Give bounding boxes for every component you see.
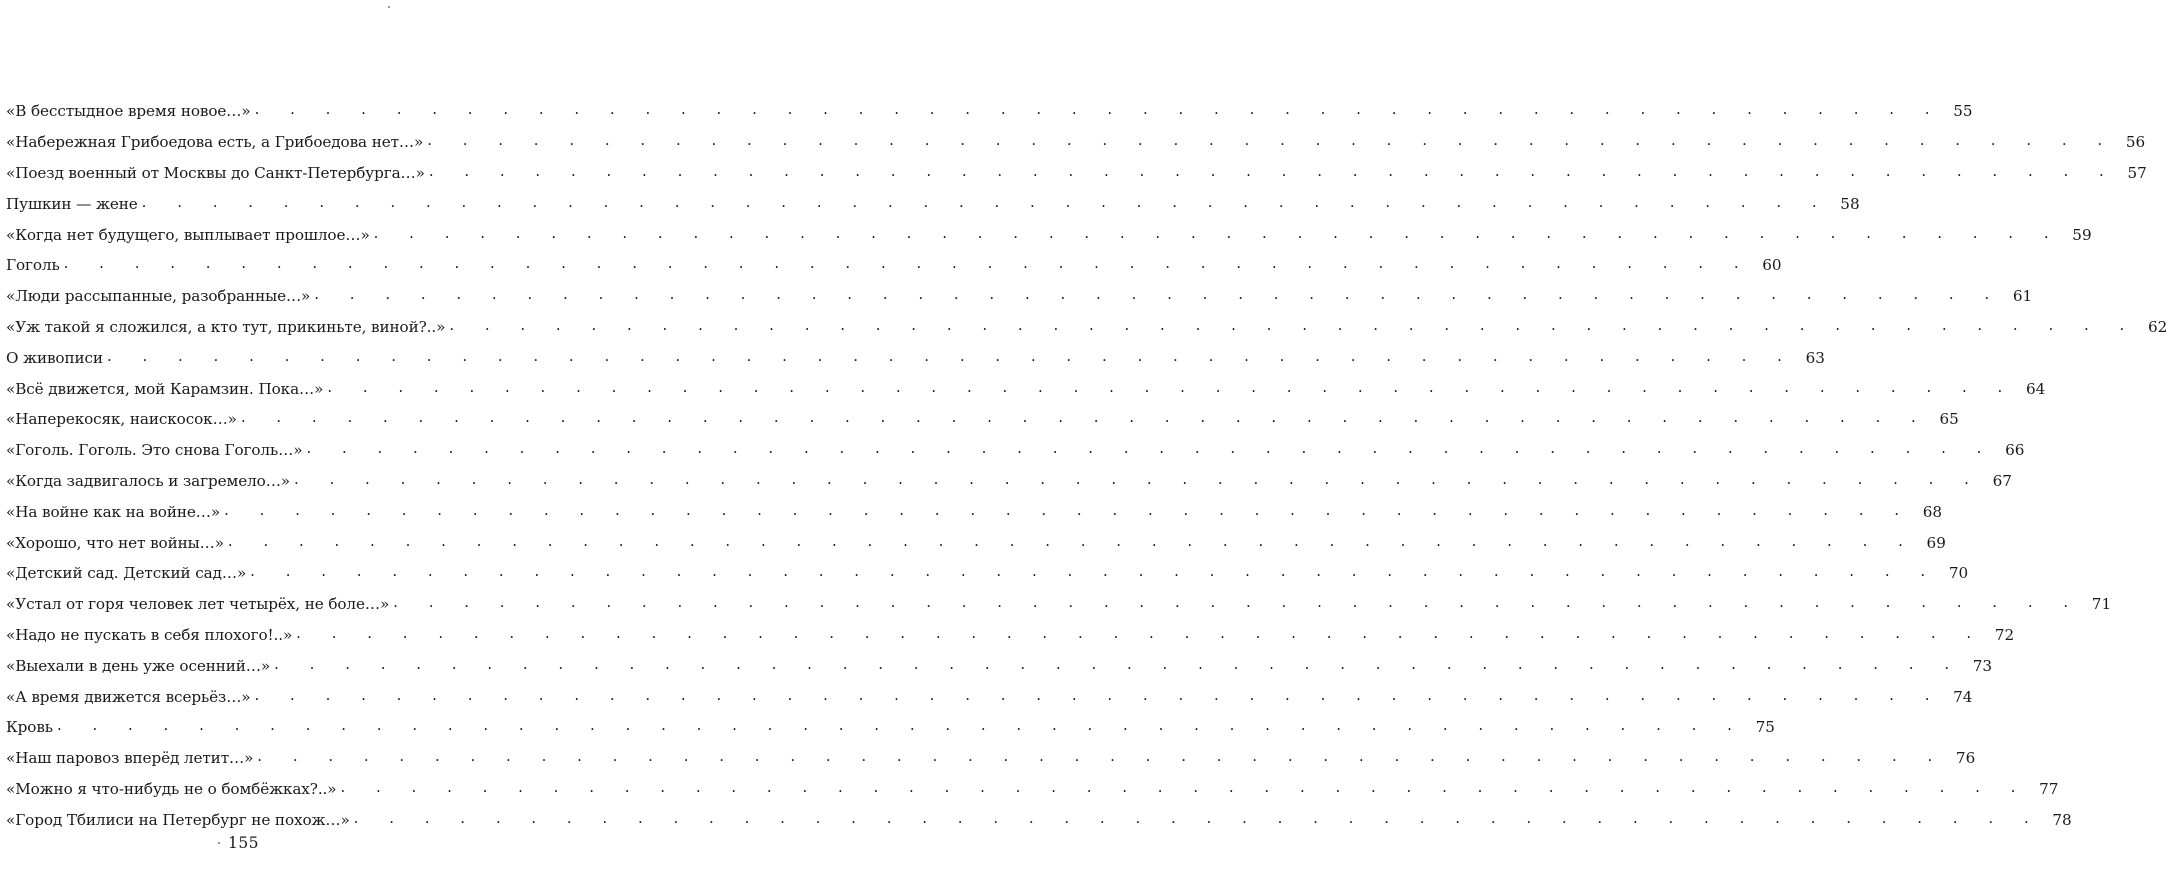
toc-entry-title: «На войне как на войне…» [6,503,224,521]
toc-entry-page-number: 71 [2081,595,2111,613]
toc-dot-leader: . . . . . . . . . . . . . . . . . . . . . . . . . . . . . . . . . . . . . . . . . . . . . . . . [240,408,1929,427]
toc-dot-leader: . . . . . . . . . . . . . . . . . . . . . . . . . . . . . . . . . . . . . . . . . . . . . . . . [427,131,2116,150]
toc-dot-leader: . . . . . . . . . . . . . . . . . . . . . . . . . . . . . . . . . . . . . . . . . . . . . . . . [257,747,1946,766]
toc-entry [6,681,1973,712]
toc-dot-leader: . . . . . . . . . . . . . . . . . . . . . . . . . . . . . . . . . . . . . . . . . . . . . . . . [293,469,1982,488]
toc-entry-title: «Поезд военный от Москвы до Санкт-Петербурга…» [6,164,429,182]
toc-entry [6,804,2072,835]
print-speck [388,6,390,8]
toc-entry-title: «Гоголь. Гоголь. Это снова Гоголь…» [6,441,306,459]
toc-entry-title: «Когда задвигалось и загремело…» [6,472,294,490]
toc-dot-leader: . . . . . . . . . . . . . . . . . . . . . . . . . . . . . . . . . . . . . . . . . . . . . . . . [254,685,1943,704]
toc-entry-page-number: 75 [1745,718,1775,736]
toc-entry-page-number: 64 [2015,380,2045,398]
toc-entry-page-number: 59 [2062,226,2092,244]
toc-entry-title: Гоголь [6,256,64,274]
toc-entry-page-number: 77 [2028,780,2058,798]
toc-entry-title: «Детский сад. Детский сад…» [6,564,250,582]
toc-entry [6,219,2092,250]
toc-entry-page-number: 67 [1982,472,2012,490]
toc-dot-leader: . . . . . . . . . . . . . . . . . . . . . . . . . . . . . . . . . . . . . . . . . . . . . . . . [296,623,1985,642]
toc-entry-page-number: 70 [1938,564,1968,582]
toc-entry-title: «Всё движется, мой Карамзин. Пока…» [6,380,327,398]
toc-dot-leader: . . . . . . . . . . . . . . . . . . . . . . . . . . . . . . . . . . . . . . . . . . . . . . . . [449,315,2138,334]
toc-dot-leader: . . . . . . . . . . . . . . . . . . . . . . . . . . . . . . . . . . . . . . . . . . . . . . . . [224,500,1913,519]
toc-entry-title: «Надо не пускать в себя плохого!..» [6,626,296,644]
toc-dot-leader: . . . . . . . . . . . . . . . . . . . . . . . . . . . . . . . . . . . . . . . . . . . . . . . . [327,377,2016,396]
page-number: 155 [227,834,260,852]
toc-entry-page-number: 57 [2117,164,2147,182]
toc-entry [6,712,1775,743]
toc-dot-leader: . . . . . . . . . . . . . . . . . . . . . . . . . . . . . . . . . . . . . . . . . . . . . . . . [106,346,1795,365]
toc-entry [6,435,2025,466]
toc-dot-leader: . . . . . . . . . . . . . . . . . . . . . . . . . . . . . . . . . . . . . . . . . . . . . . . . [314,285,2003,304]
toc-entry [6,496,1943,527]
toc-entry [6,620,2015,651]
toc-entry-page-number: 63 [1795,349,1825,367]
toc-entry-title: «А время движется всерьёз…» [6,688,255,706]
toc-dot-leader: . . . . . . . . . . . . . . . . . . . . . . . . . . . . . . . . . . . . . . . . . . . . . . . . [56,716,1745,735]
toc-entry-title: О живописи [6,349,107,367]
toc-entry-title: «Город Тбилиси на Петербург не похож…» [6,811,354,829]
toc-dot-leader: . . . . . . . . . . . . . . . . . . . . . . . . . . . . . . . . . . . . . . . . . . . . . . . . [373,223,2062,242]
toc-entry [6,589,2112,620]
table-of-contents [6,96,2167,835]
toc-entry-page-number: 65 [1929,410,1959,428]
toc-dot-leader: . . . . . . . . . . . . . . . . . . . . . . . . . . . . . . . . . . . . . . . . . . . . . . . . [63,254,1752,273]
toc-entry [6,373,2046,404]
toc-entry [6,158,2147,189]
toc-entry-page-number: 61 [2002,287,2032,305]
toc-entry-page-number: 62 [2137,318,2167,336]
toc-entry-page-number: 76 [1945,749,1975,767]
toc-entry [6,312,2167,343]
toc-entry-title: «Устал от горя человек лет четырёх, не боле…» [6,595,393,613]
toc-entry-title: «В бесстыдное время новое…» [6,102,255,120]
toc-entry-page-number: 60 [1752,256,1782,274]
toc-entry-title: «Выехали в день уже осенний…» [6,657,274,675]
toc-entry-title: «Люди рассыпанные, разобранные…» [6,287,314,305]
toc-dot-leader: . . . . . . . . . . . . . . . . . . . . . . . . . . . . . . . . . . . . . . . . . . . . . . . . [340,777,2029,796]
toc-dot-leader: . . . . . . . . . . . . . . . . . . . . . . . . . . . . . . . . . . . . . . . . . . . . . . . . [306,439,1995,458]
toc-entry [6,527,1946,558]
toc-entry [6,96,1973,127]
toc-dot-leader: . . . . . . . . . . . . . . . . . . . . . . . . . . . . . . . . . . . . . . . . . . . . . . . . [353,808,2042,827]
toc-dot-leader: . . . . . . . . . . . . . . . . . . . . . . . . . . . . . . . . . . . . . . . . . . . . . . . . [227,531,1916,550]
toc-entry-page-number: 69 [1916,534,1946,552]
toc-dot-leader: . . . . . . . . . . . . . . . . . . . . . . . . . . . . . . . . . . . . . . . . . . . . . . . . [274,654,1963,673]
toc-entry [6,127,2146,158]
toc-entry-title: «Хорошо, что нет войны…» [6,534,228,552]
toc-entry-page-number: 66 [1994,441,2024,459]
toc-entry-page-number: 56 [2115,133,2145,151]
toc-entry-title: «Набережная Грибоедова есть, а Грибоедова нет…» [6,133,427,151]
toc-entry [6,342,1825,373]
toc-entry-title: «Уж такой я сложился, а кто тут, прикиньте, виной?..» [6,318,449,336]
toc-entry-page-number: 68 [1912,503,1942,521]
toc-entry-title: «Наперекосяк, наискосок…» [6,410,241,428]
toc-entry-page-number: 78 [2042,811,2072,829]
toc-entry [6,404,1959,435]
toc-dot-leader: . . . . . . . . . . . . . . . . . . . . . . . . . . . . . . . . . . . . . . . . . . . . . . . . [250,562,1939,581]
toc-entry-title: Пушкин — жене [6,195,142,213]
toc-entry [6,466,2012,497]
toc-dot-leader: . . . . . . . . . . . . . . . . . . . . . . . . . . . . . . . . . . . . . . . . . . . . . . . . [254,100,1943,119]
toc-entry-page-number: 72 [1984,626,2014,644]
toc-dot-leader: . . . . . . . . . . . . . . . . . . . . . . . . . . . . . . . . . . . . . . . . . . . . . . . . [393,593,2082,612]
toc-entry-title: «Наш паровоз вперёд летит…» [6,749,257,767]
toc-entry [6,188,1860,219]
toc-entry [6,281,2033,312]
toc-entry [6,558,1969,589]
toc-entry-page-number: 55 [1943,102,1973,120]
toc-entry [6,774,2059,805]
toc-entry-title: «Можно я что-нибудь не о бомбёжках?..» [6,780,340,798]
toc-dot-leader: . . . . . . . . . . . . . . . . . . . . . . . . . . . . . . . . . . . . . . . . . . . . . . . . [428,161,2117,180]
toc-dot-leader: . . . . . . . . . . . . . . . . . . . . . . . . . . . . . . . . . . . . . . . . . . . . . . . . [141,192,1830,211]
toc-entry-page-number: 73 [1962,657,1992,675]
toc-entry-title: «Когда нет будущего, выплывает прошлое…» [6,226,374,244]
toc-entry-page-number: 58 [1830,195,1860,213]
toc-entry [6,743,1976,774]
toc-entry-title: Кровь [6,718,57,736]
toc-entry-page-number: 74 [1942,688,1972,706]
toc-entry [6,650,1993,681]
toc-entry [6,250,1782,281]
